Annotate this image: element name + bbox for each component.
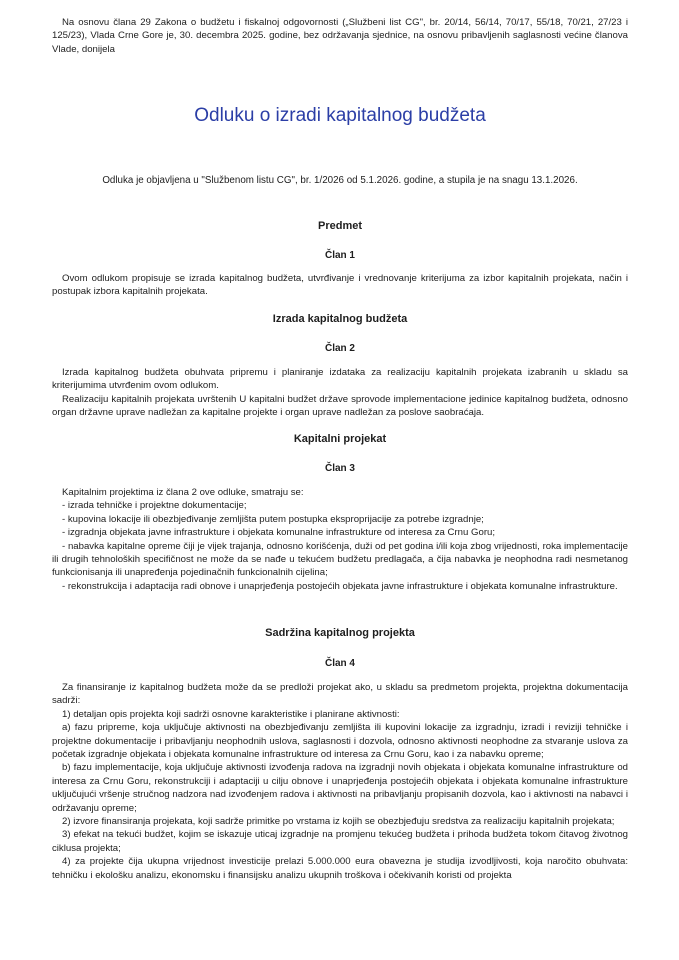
article-number: Član 4 <box>324 658 355 669</box>
list-item: - kupovina lokacije ili obezbjeđivanje zemljišta putem postupka eksproprijacije za potrebe izgradnje; <box>62 513 484 525</box>
paragraph: Ovom odlukom propisuje se izrada kapitalnog budžeta, utvrđivanje i vrednovanje kriterijuma za izbor kapitalnih projekata, način i postupak izbora kapitalnih projekata. <box>52 273 628 298</box>
preamble-text: Na osnovu člana 29 Zakona o budžetu i fiskalnoj odgovornosti („Službeni list CG", br. 20/14, 56/14, 70/17, 55/18, 70/21, 27/23 i 125/23), Vlada Crne Gore je, 30. decembra 2025. godine, bez održavanja sjednice, na osnovu pribavljenih saglasnosti većine članova Vlade, donijela <box>52 17 628 55</box>
section-heading: Kapitalni projekat <box>293 433 387 445</box>
publication-note: Odluka je objavljena u "Službenom listu CG", br. 1/2026 od 5.1.2026. godine, a stupila je na snagu 13.1.2026. <box>102 175 578 186</box>
article-number: Član 2 <box>324 343 355 354</box>
list-item: a) fazu pripreme, koja uključuje aktivnosti na obezbjeđivanju zemljišta ili kupovini lokacije za izgradnju, izradi i reviziji tehničke i projektne dokumentacije i pribavljanju neophodnih uslova, saglasnosti i dozvola, odnosno aktivnosti neophodne za stvaranje uslova za početak izgradnje objekata i objekata komunalne infrastrukture od interesa za Crnu Goru, kao i za nabavku opreme; <box>52 722 628 761</box>
list-item: 2) izvore finansiranja projekata, koji sadrže primitke po vrstama iz kojih se obezbjeđuju sredstva za realizaciju kapitalnih projekata; <box>62 816 615 828</box>
article-body <box>52 366 628 420</box>
list-item: - izrada tehničke i projektne dokumentacije; <box>62 500 247 512</box>
article-body <box>52 486 628 593</box>
list-item: b) fazu implementacije, koja uključuje aktivnosti izvođenja radova na izgradnji novih objekata i objekata komunalne infrastrukture od interesa za Crnu Goru, rekonstrukciji i adaptaciji u cilju obnove i unaprjeđenja postojećih objekata i objekata komunalne infrastrukture uključujući vršenje stručnog nadzora nad izvođenjem radova i aktivnosti na pribavljanju propisanih dozvola, kao i aktivnosti na nabavci i održavanju opreme; <box>52 762 628 814</box>
article-body <box>52 272 628 299</box>
paragraph: Realizaciju kapitalnih projekata uvrštenih U kapitalni budžet države sprovode implementacione jedinice kapitalnog budžeta, odnosno organ državne uprave nadležan za kapitalne projekte i organ uprave nadležan za poslove saobraćaja. <box>52 393 628 419</box>
article-number: Član 3 <box>324 463 355 474</box>
preamble <box>52 16 628 56</box>
list-item: 3) efekat na tekući budžet, kojim se iskazuje uticaj izgradnje na promjenu tekućeg budžeta i prihoda budžeta tokom čitavog životnog ciklusa projekta; <box>52 829 628 854</box>
article-number: Član 1 <box>324 250 355 261</box>
paragraph: Za finansiranje iz kapitalnog budžeta može da se predloži projekat ako, u skladu sa predmetom projekta, projektna dokumentacija sadrži: <box>52 682 628 707</box>
article-body <box>52 681 628 882</box>
list-item: - nabavka kapitalne opreme čiji je vijek trajanja, odnosno korišćenja, duži od pet godina i/ili koja zbog vrijednosti, roka implementacije ili drugih tehnoloških specifičnost ne može da se nađe u tekućem budžetu predlagača, a čija nabavka je neophodna radi nesmetanog funkcionisanja ili unapređenja pojedinačnih funkcionalnih cijelina; <box>52 540 628 579</box>
list-item: - rekonstrukcija i adaptacija radi obnove i unaprjeđenja postojećih objekata javne infrastrukture i objekata komunalne infrastrukture. <box>62 580 618 592</box>
document-title: Odluku o izradi kapitalnog budžeta <box>194 105 486 126</box>
section-heading: Izrada kapitalnog budžeta <box>272 313 408 325</box>
list-item: - izgradnja objekata javne infrastrukture i objekata komunalne infrastrukture od interesa za Crnu Goru; <box>62 527 496 539</box>
section-heading: Sadržina kapitalnog projekta <box>265 627 415 639</box>
list-item: 4) za projekte čija ukupna vrijednost investicije prelazi 5.000.000 eura obavezna je studija izvodljivosti, koja naročito obuhvata: tehničku i ekološku analizu, ekonomsku i finansijsku analizu ukupnih troškova i očekivanih koristi od projekta <box>52 856 628 881</box>
paragraph: Kapitalnim projektima iz člana 2 ove odluke, smatraju se: <box>62 487 304 498</box>
list-item: 1) detaljan opis projekta koji sadrži osnovne karakteristike i planirane aktivnosti: <box>62 708 400 720</box>
section-heading: Predmet <box>317 220 363 232</box>
paragraph: Izrada kapitalnog budžeta obuhvata pripremu i planiranje izdataka za realizaciju kapitalnih projekata izabranih u skladu sa kriterijumima utvrđenim ovom odlukom. <box>52 367 628 392</box>
